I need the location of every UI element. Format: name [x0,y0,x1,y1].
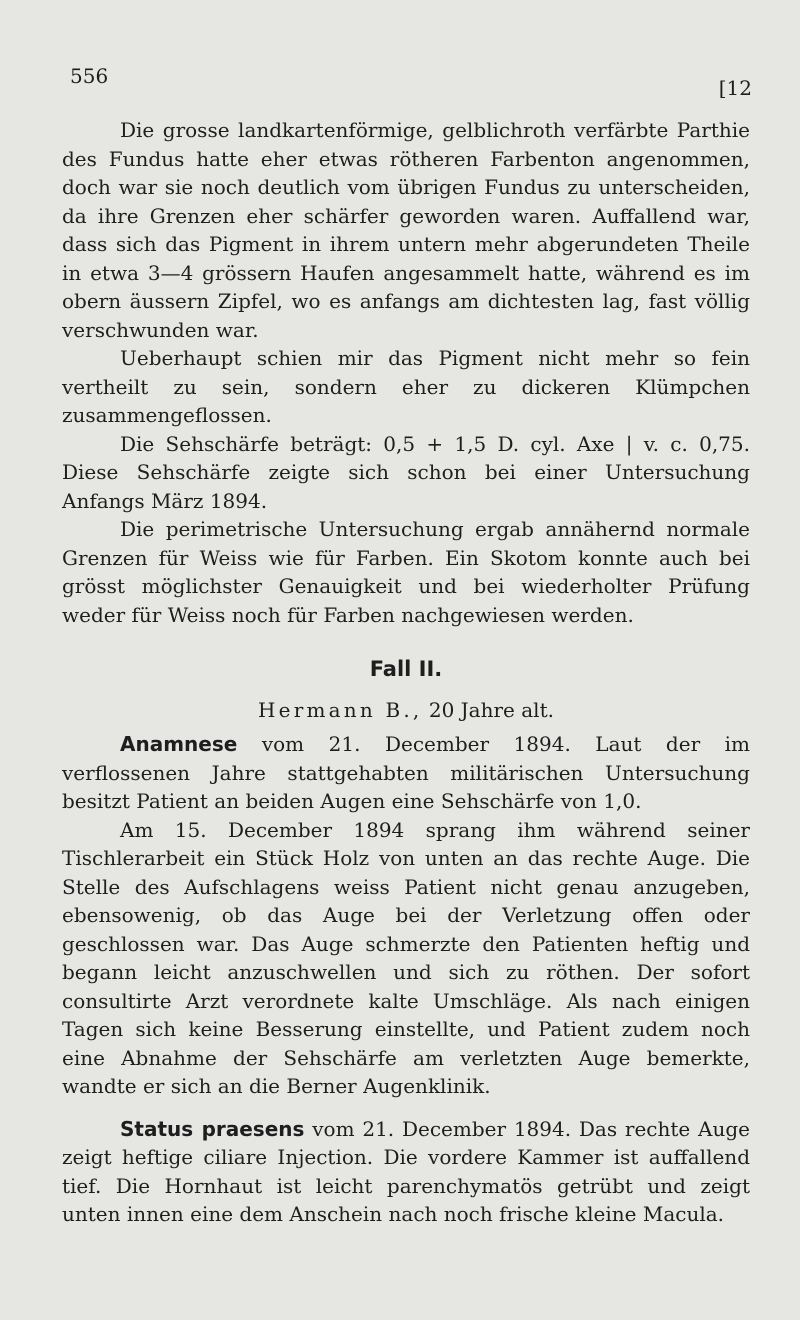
paragraph-visual-acuity: Die Sehschärfe beträgt: 0,5 + 1,5 D. cyl. Axe | v. c. 0,75. Diese Sehschärfe zeigte sich schon bei einer Untersuchung Anfangs März 1894. [62,431,750,513]
page-body [62,116,750,1229]
case-heading: Fall II. [369,657,443,681]
anamnese-lead: Anamnese [120,732,238,756]
patient-line [62,696,750,725]
status-lead: Status praesens [120,1116,305,1141]
paragraph-pigment: Ueberhaupt schien mir das Pigment nicht mehr so fein vertheilt zu sein, sondern eher zu dickeren Klümpchen zusammengeflossen. [62,346,750,427]
page-header [70,64,752,100]
paragraph-status [62,1115,750,1229]
patient-age: 20 Jahre alt. [428,697,554,722]
paragraph-fundus: Die grosse landkartenförmige, gelblichroth verfärbte Parthie des Fundus hatte eher etwas rötheren Farbenton angenommen, doch war sie noch deutlich vom übrigen Fundus zu unterscheiden, da ihre Grenzen eher schärfer geworden waren. Auffallend war, dass sich das Pigment in ihrem untern mehr abgerundeten Theile in etwa 3—4 grössern Haufen angesammelt hatte, während es im obern äussern Zipfel, wo es anfangs am dichtesten lag, fast völlig verschwunden war. [62,118,750,342]
anamnese-text: vom 21. December 1894. Laut der im verflossenen Jahre stattgehabten militärischen Untersuchung besitzt Patient an beiden Augen eine Sehschärfe von 1,0. [62,732,750,813]
paragraph-anamnese [62,730,750,816]
paragraph-injury: Am 15. December 1894 sprang ihm während seiner Tischlerarbeit ein Stück Holz von unten an das rechte Auge. Die Stelle des Aufschlagens weiss Patient nicht genau anzugeben, ebensowenig, ob das Auge bei der Verletzung offen oder geschlossen war. Das Auge schmerzte den Patienten heftig und begann leicht anzuschwellen und sich zu röthen. Der sofort consultirte Arzt verordnete kalte Umschläge. Als nach einigen Tagen sich keine Besserung einstellte, und Patient zudem noch eine Abnahme der Sehschärfe am verletzten Auge bemerkte, wandte er sich an die Berner Augenklinik. [62,817,750,1098]
page-number: 556 [70,64,109,88]
signature-mark: [12 [718,76,752,100]
patient-name: Hermann B., [258,697,423,722]
status-text: vom 21. December 1894. Das rechte Auge zeigt heftige ciliare Injection. Die vordere Kammer ist auffallend tief. Die Hornhaut ist leicht parenchymatös getrübt und zeigt unten innen eine dem Anschein nach noch frische kleine Macula. [62,1116,751,1226]
paragraph-perimetry: Die perimetrische Untersuchung ergab annähernd normale Grenzen für Weiss wie für Farben. Ein Skotom konnte auch bei grösst möglichster Genauigkeit und bei wiederholter Prüfung weder für Weiss noch für Farben nachgewiesen werden. [62,517,750,627]
